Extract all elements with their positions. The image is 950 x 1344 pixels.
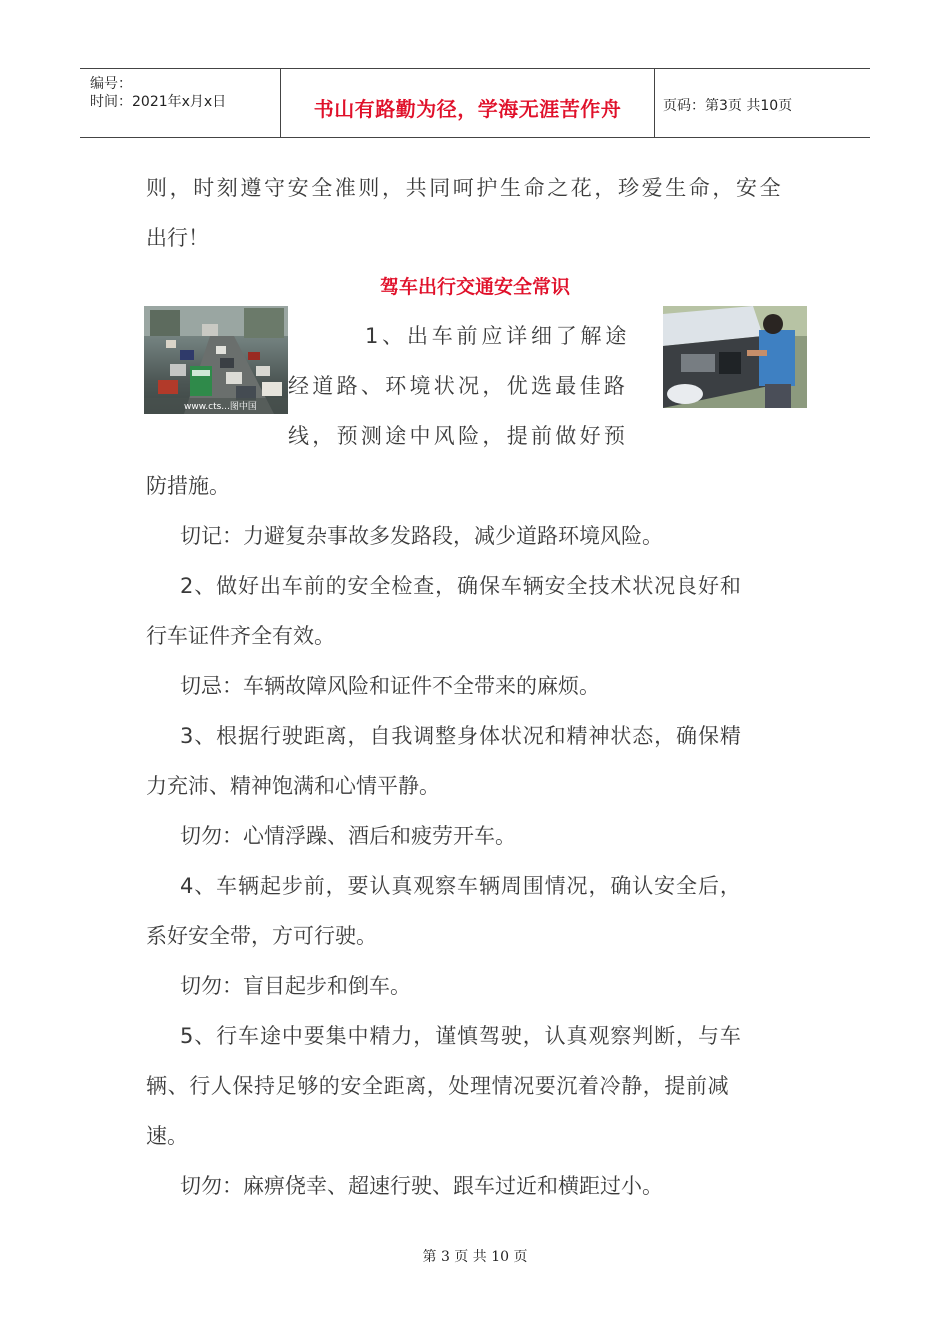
header-motto-cell [280, 69, 655, 137]
traffic-jam-photo [144, 306, 288, 414]
header-page-code: 页码：第3页 共10页 [663, 98, 793, 114]
header-motto: 书山有路勤为径，学海无涯苦作舟 [313, 97, 622, 121]
caution-line: 切勿：麻痹侥幸、超速行驶、跟车过近和横距过小。 [180, 1174, 663, 1198]
caution-line: 切记：力避复杂事故多发路段，减少道路环境风险。 [180, 524, 663, 548]
paragraph-line: 3、根据行驶距离，自我调整身体状况和精神状态，确保精 [180, 724, 742, 748]
paragraph-line: 5、行车途中要集中精力，谨慎驾驶，认真观察判断，与车 [180, 1024, 742, 1048]
paragraph-line: 辆、行人保持足够的安全距离，处理情况要沉着冷静，提前减 [146, 1074, 730, 1098]
paragraph-line: 速。 [146, 1124, 188, 1148]
paragraph-line: 线，预测途中风险，提前做好预 [288, 424, 629, 448]
paragraph-line: 经道路、环境状况，优选最佳路 [288, 374, 629, 398]
paragraph-line: 力充沛、精神饱满和心情平静。 [146, 774, 440, 798]
header-page-cell [655, 69, 870, 137]
paragraph-line: 2、做好出车前的安全检查，确保车辆安全技术状况良好和 [180, 574, 742, 598]
page-header [80, 68, 870, 138]
page-footer: 第 3 页 共 10 页 [422, 1249, 528, 1265]
paragraph-line: 1、出车前应详细了解途 [365, 324, 631, 348]
header-meta-cell [80, 69, 280, 137]
paragraph-line: 防措施。 [146, 474, 230, 498]
svg-text:www.cts...图中国: www.cts...图中国 [184, 402, 257, 412]
paragraph-line: 则，时刻遵守安全准则，共同呵护生命之花，珍爱生命，安全 [146, 176, 784, 200]
engine-check-photo [663, 306, 807, 408]
caution-line: 切勿：心情浮躁、酒后和疲劳开车。 [180, 824, 516, 848]
paragraph-line: 4、车辆起步前，要认真观察车辆周围情况，确认安全后， [180, 874, 742, 898]
document-date-label: 时间：2021年x月x日 [90, 94, 227, 110]
paragraph-line: 系好安全带，方可行驶。 [146, 924, 377, 948]
document-number-label: 编号： [90, 76, 132, 92]
section-title: 驾车出行交通安全常识 [379, 276, 570, 298]
caution-line: 切忌：车辆故障风险和证件不全带来的麻烦。 [180, 674, 600, 698]
paragraph-line: 出行！ [146, 226, 209, 250]
paragraph-line: 行车证件齐全有效。 [146, 624, 335, 648]
caution-line: 切勿：盲目起步和倒车。 [180, 974, 411, 998]
